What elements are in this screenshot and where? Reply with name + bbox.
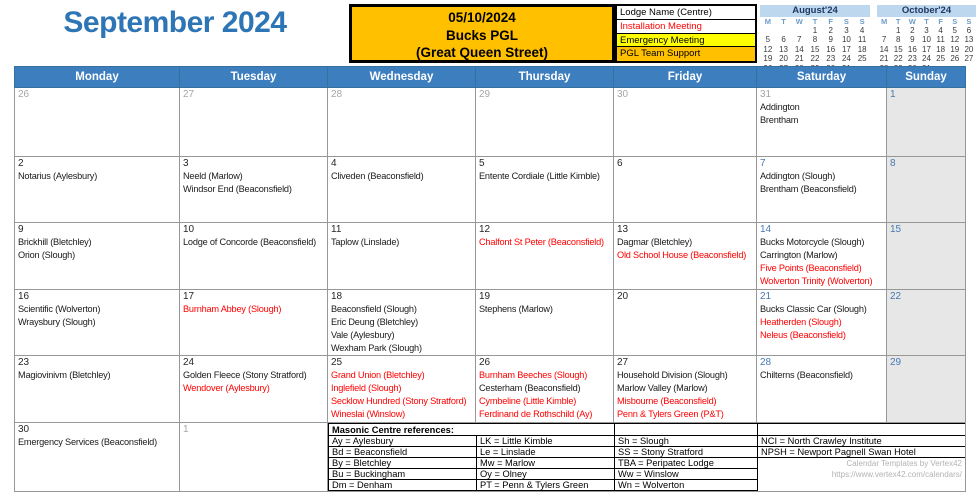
day-number: 26	[479, 357, 491, 368]
mini-weekday-label: T	[924, 17, 929, 26]
event-label: Brentham (Beaconsfield)	[760, 184, 857, 194]
day-cell-7[interactable]	[757, 157, 887, 223]
mini-day-number	[760, 26, 776, 35]
mini-day-number: 8	[895, 35, 901, 45]
day-cell-28[interactable]	[328, 88, 476, 157]
day-cell-19[interactable]	[476, 290, 614, 356]
day-cell-1[interactable]	[180, 423, 328, 492]
event-label: Notarius (Aylesbury)	[18, 171, 98, 181]
mini-weekday-label: T	[812, 17, 818, 26]
mini-day-number: 10	[922, 35, 931, 45]
mini-day-number: 10	[841, 35, 851, 45]
day-cell-30[interactable]	[15, 423, 180, 492]
day-number: 12	[479, 224, 491, 235]
day-number: 27	[183, 89, 195, 100]
day-header-wednesday: Wednesday	[328, 67, 476, 88]
mini-calendar-grid	[760, 17, 870, 73]
mini-day-number: 24	[922, 54, 931, 64]
day-cell-13[interactable]	[614, 223, 757, 290]
day-number: 8	[890, 158, 896, 169]
event-label: Wolverton Trinity (Wolverton)	[760, 276, 873, 286]
mini-day-number: 25	[857, 54, 867, 64]
event-label: Ferdinand de Rothschild (Ay)	[479, 409, 593, 419]
mini-day-number: 16	[907, 44, 917, 54]
event-label: Wendover (Aylesbury)	[183, 383, 270, 393]
day-number: 30	[617, 89, 629, 100]
reference-cell: Bd = Beaconsfield	[329, 447, 477, 458]
day-number: 28	[760, 357, 772, 368]
week-row	[15, 223, 966, 290]
week-row	[15, 157, 966, 223]
mini-day-number	[791, 26, 807, 35]
event-label: Scientific (Wolverton)	[18, 304, 101, 314]
event-label: Heatherden (Slough)	[760, 317, 842, 327]
day-number: 30	[18, 424, 30, 435]
legend-box	[615, 4, 757, 63]
event-label: Wineslai (Winslow)	[331, 409, 405, 419]
event-label: Brickhill (Bletchley)	[18, 237, 92, 247]
reference-cell	[758, 480, 966, 491]
mini-day-number: 23	[826, 54, 836, 64]
day-number: 27	[617, 357, 629, 368]
event-label: Wraysbury (Slough)	[18, 317, 96, 327]
mini-day-number: 17	[841, 44, 851, 54]
day-cell-20[interactable]	[614, 290, 757, 356]
mini-day-number: 23	[907, 54, 917, 64]
day-number: 24	[183, 357, 195, 368]
day-number: 3	[183, 158, 189, 169]
event-label: Penn & Tylers Green (P&T)	[617, 409, 724, 419]
mini-weekday-label: W	[908, 17, 916, 26]
legend-item-1: Lodge Name (Centre)	[617, 6, 755, 20]
mini-day-number: 1	[895, 26, 901, 35]
mini-day-number: 19	[950, 44, 960, 54]
mini-weekday-label: S	[966, 17, 972, 26]
day-cell-26[interactable]	[476, 356, 614, 423]
day-number: 13	[617, 224, 629, 235]
mini-weekday-label: M	[764, 17, 771, 26]
mini-day-number: 18	[857, 44, 867, 54]
legend-item-3: Emergency Meeting	[617, 34, 755, 48]
event-label: Inglefield (Slough)	[331, 383, 402, 393]
day-cell-30[interactable]	[614, 88, 757, 157]
installation-lodge: Bucks PGL	[445, 27, 519, 43]
mini-day-number: 6	[966, 26, 972, 35]
event-label: Neeld (Marlow)	[183, 171, 243, 181]
mini-weekday-label: M	[880, 17, 888, 26]
day-number: 14	[760, 224, 772, 235]
event-label: Emergency Services (Beaconsfield)	[18, 437, 157, 447]
event-label: Neleus (Beaconsfield)	[760, 330, 846, 340]
day-header-friday: Friday	[614, 67, 757, 88]
day-cell-17[interactable]	[180, 290, 328, 356]
day-cell-27[interactable]	[180, 88, 328, 157]
day-cell-15[interactable]	[887, 223, 966, 290]
references-row	[329, 480, 966, 491]
day-cell-29[interactable]	[476, 88, 614, 157]
event-label: Bucks Classic Car (Slough)	[760, 304, 867, 314]
mini-day-number: 13	[964, 35, 974, 45]
day-number: 31	[760, 89, 772, 100]
event-label: Addington (Slough)	[760, 171, 836, 181]
mini-day-number: 2	[910, 26, 915, 35]
day-number: 26	[18, 89, 30, 100]
mini-day-number: 24	[841, 54, 851, 64]
day-number: 15	[890, 224, 902, 235]
event-label: Marlow Valley (Marlow)	[617, 383, 708, 393]
mini-calendar-grid	[877, 17, 976, 73]
day-cell-2[interactable]	[15, 157, 180, 223]
installation-date: 05/10/2024	[448, 10, 516, 25]
day-cell-24[interactable]	[180, 356, 328, 423]
day-number: 23	[18, 357, 30, 368]
day-cell-5[interactable]	[476, 157, 614, 223]
event-label: Secklow Hundred (Stony Stratford)	[331, 396, 467, 406]
event-label: Old School House (Beaconsfield)	[617, 250, 747, 260]
mini-day-number: 20	[964, 44, 974, 54]
day-header-row	[15, 67, 966, 88]
week-row	[15, 290, 966, 356]
mini-day-number: 20	[779, 54, 789, 64]
event-label: Addington	[760, 102, 800, 112]
event-label: Lodge of Concorde (Beaconsfield)	[183, 237, 317, 247]
masonic-references-table	[328, 423, 966, 491]
references-empty-cell	[758, 424, 966, 436]
event-label: Bucks Motorcycle (Slough)	[760, 237, 865, 247]
week-row	[15, 356, 966, 423]
reference-cell: Mw = Marlow	[477, 458, 615, 469]
mini-day-number: 2	[828, 26, 833, 35]
day-cell-23[interactable]	[15, 356, 180, 423]
event-label: Taplow (Linslade)	[331, 237, 400, 247]
day-number: 1	[890, 89, 896, 100]
mini-calendar-title: August'24	[760, 5, 870, 17]
event-label: Stephens (Marlow)	[479, 304, 553, 314]
mini-day-number: 15	[893, 44, 903, 54]
mini-day-number: 11	[857, 35, 867, 45]
event-label: Beaconsfield (Slough)	[331, 304, 417, 314]
day-number: 7	[760, 158, 766, 169]
mini-day-number: 7	[797, 35, 802, 45]
event-label: Cesterham (Beaconsfield)	[479, 383, 581, 393]
day-cell-14[interactable]	[757, 223, 887, 290]
event-label: Household Division (Slough)	[617, 370, 728, 380]
mini-day-number: 15	[810, 44, 820, 54]
day-number: 2	[18, 158, 24, 169]
page-title: September 2024	[63, 6, 287, 39]
day-number: 19	[479, 291, 491, 302]
mini-calendar-october	[877, 5, 976, 73]
day-cell-6[interactable]	[614, 157, 757, 223]
mini-day-number: 6	[781, 35, 786, 45]
mini-day-number: 16	[826, 44, 836, 54]
reference-cell: NPSH = Newport Pagnell Swan Hotel	[758, 447, 966, 458]
event-label: Cliveden (Beaconsfield)	[331, 171, 424, 181]
event-label: Vale (Aylesbury)	[331, 330, 395, 340]
mini-weekday-label: T	[895, 17, 901, 26]
reference-cell: TBA = Peripatec Lodge	[615, 458, 758, 469]
day-header-monday: Monday	[15, 67, 180, 88]
day-number: 10	[183, 224, 195, 235]
legend-item-2: Installation Meeting	[617, 20, 755, 34]
day-cell-11[interactable]	[328, 223, 476, 290]
mini-day-number: 7	[881, 35, 887, 45]
mini-day-number: 14	[794, 44, 804, 54]
reference-cell: By = Bletchley	[329, 458, 477, 469]
mini-calendar-august	[760, 5, 870, 73]
mini-day-number: 9	[910, 35, 915, 45]
mini-day-number: 11	[936, 35, 945, 45]
event-label: Misbourne (Beaconsfield)	[617, 396, 717, 406]
mini-day-number: 3	[924, 26, 929, 35]
day-number: 21	[760, 291, 772, 302]
mini-day-number: 17	[922, 44, 931, 54]
mini-weekday-label: S	[843, 17, 849, 26]
day-cell-25[interactable]	[328, 356, 476, 423]
event-label: Golden Fleece (Stony Stratford)	[183, 370, 307, 380]
day-cell-1[interactable]	[887, 88, 966, 157]
reference-cell: Bu = Buckingham	[329, 469, 477, 480]
day-cell-22[interactable]	[887, 290, 966, 356]
day-number: 29	[890, 357, 902, 368]
references-title-row	[329, 424, 966, 436]
reference-cell: Dm = Denham	[329, 480, 477, 491]
installation-info-box	[349, 4, 615, 63]
reference-cell: PT = Penn & Tylers Green	[477, 480, 615, 491]
reference-cell: Ww = Winslow	[615, 469, 758, 480]
reference-cell: NCI = North Crawley Institute	[758, 436, 966, 447]
day-cell-8[interactable]	[887, 157, 966, 223]
mini-day-number: 22	[893, 54, 903, 64]
day-header-tuesday: Tuesday	[180, 67, 328, 88]
mini-day-number: 25	[936, 54, 946, 64]
day-cell-16[interactable]	[15, 290, 180, 356]
day-header-saturday: Saturday	[757, 67, 887, 88]
mini-day-number: 26	[950, 54, 960, 64]
mini-weekday-label: W	[795, 17, 803, 26]
day-cell-29[interactable]	[887, 356, 966, 423]
references-empty-cell	[615, 424, 758, 436]
day-cell-28[interactable]	[757, 356, 887, 423]
day-header-thursday: Thursday	[476, 67, 614, 88]
day-number: 22	[890, 291, 902, 302]
day-cell-18[interactable]	[328, 290, 476, 356]
mini-weekday-label: S	[952, 17, 958, 26]
masonic-references-area	[328, 423, 966, 492]
day-cell-10[interactable]	[180, 223, 328, 290]
day-cell-3[interactable]	[180, 157, 328, 223]
mini-weekday-label: F	[828, 17, 833, 26]
day-number: 17	[183, 291, 195, 302]
mini-weekday-label: F	[938, 17, 943, 26]
event-label: Wexham Park (Slough)	[331, 343, 422, 353]
mini-day-number: 21	[879, 54, 889, 64]
mini-day-number: 18	[936, 44, 946, 54]
reference-cell: Ay = Aylesbury	[329, 436, 477, 447]
installation-venue: (Great Queen Street)	[415, 45, 549, 60]
mini-day-number: 9	[828, 35, 833, 45]
mini-weekday-label: S	[859, 17, 865, 26]
event-label: Windsor End (Beaconsfield)	[183, 184, 292, 194]
reference-cell: Sh = Slough	[615, 436, 758, 447]
day-cell-27[interactable]	[614, 356, 757, 423]
event-label: Chilterns (Beaconsfield)	[760, 370, 853, 380]
day-cell-31[interactable]	[757, 88, 887, 157]
mini-day-number: 14	[879, 44, 889, 54]
week-row	[15, 88, 966, 157]
day-number: 4	[331, 158, 337, 169]
event-label: Five Points (Beaconsfield)	[760, 263, 862, 273]
day-number: 25	[331, 357, 343, 368]
event-label: Orion (Slough)	[18, 250, 75, 260]
mini-day-number: 12	[763, 44, 773, 54]
reference-cell: SS = Stony Stratford	[615, 447, 758, 458]
mini-weekday-label: T	[781, 17, 786, 26]
references-title: Masonic Centre references:	[329, 424, 615, 436]
event-label: Chalfont St Peter (Beaconsfield)	[479, 237, 604, 247]
event-label: Magiovinivm (Bletchley)	[18, 370, 111, 380]
event-label: Cymbeline (Little Kimble)	[479, 396, 577, 406]
mini-day-number: 4	[938, 26, 943, 35]
day-header-sunday: Sunday	[887, 67, 966, 88]
mini-day-number: 13	[779, 44, 789, 54]
day-number: 9	[18, 224, 24, 235]
reference-cell: Oy = Olney	[477, 469, 615, 480]
day-cell-21[interactable]	[757, 290, 887, 356]
mini-day-number: 27	[964, 54, 974, 64]
mini-day-number: 21	[794, 54, 804, 64]
event-label: Eric Deung (Bletchley)	[331, 317, 418, 327]
legend-item-4: PGL Team Support	[617, 47, 755, 61]
mini-day-number	[776, 26, 792, 35]
day-number: 20	[617, 291, 629, 302]
reference-cell: Wn = Wolverton	[615, 480, 758, 491]
references-row	[329, 447, 966, 458]
day-number: 6	[617, 158, 623, 169]
day-number: 28	[331, 89, 343, 100]
footer-credit	[700, 459, 962, 480]
event-label: Burnham Abbey (Slough)	[183, 304, 282, 314]
day-cell-4[interactable]	[328, 157, 476, 223]
day-cell-26[interactable]	[15, 88, 180, 157]
reference-cell: LK = Little Kimble	[477, 436, 615, 447]
day-cell-12[interactable]	[476, 223, 614, 290]
event-label: Carrington (Marlow)	[760, 250, 838, 260]
footer-credit-text: Calendar Templates by Vertex42	[846, 459, 962, 468]
mini-day-number	[877, 26, 891, 35]
references-row	[329, 436, 966, 447]
mini-day-number: 5	[952, 26, 957, 35]
footer-credit-url[interactable]: https://www.vertex42.com/calendars/	[831, 469, 962, 479]
mini-day-number: 1	[812, 26, 818, 35]
event-label: Brentham	[760, 115, 799, 125]
month-grid	[14, 66, 966, 492]
mini-day-number: 12	[950, 35, 960, 45]
reference-cell: Le = Linslade	[477, 447, 615, 458]
mini-day-number: 5	[765, 35, 771, 45]
mini-day-number: 3	[844, 26, 849, 35]
week-row	[15, 423, 966, 492]
mini-day-number: 19	[763, 54, 773, 64]
day-number: 1	[183, 424, 189, 435]
mini-day-number: 4	[859, 26, 865, 35]
event-label: Burnham Beeches (Slough)	[479, 370, 588, 380]
mini-day-number: 8	[812, 35, 818, 45]
event-label: Grand Union (Bletchley)	[331, 370, 425, 380]
day-cell-9[interactable]	[15, 223, 180, 290]
event-label: Entente Cordiale (Little Kimble)	[479, 171, 600, 181]
day-number: 18	[331, 291, 343, 302]
day-number: 5	[479, 158, 485, 169]
day-number: 29	[479, 89, 491, 100]
mini-calendar-title: October'24	[877, 5, 976, 17]
event-label: Dagmar (Bletchley)	[617, 237, 693, 247]
day-number: 16	[18, 291, 30, 302]
mini-day-number: 22	[810, 54, 820, 64]
day-number: 11	[331, 224, 342, 235]
